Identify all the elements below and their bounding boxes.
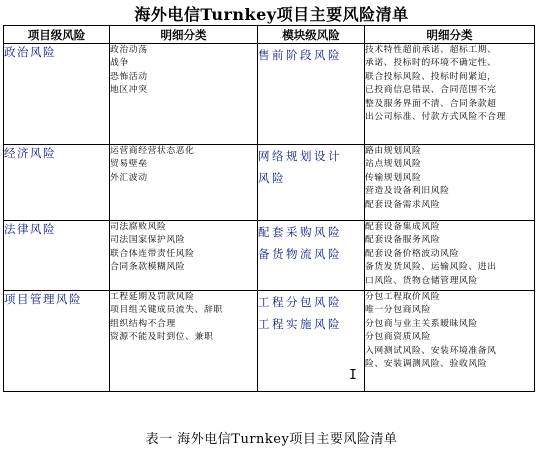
page-title: 海外电信Turnkey项目主要风险清单 [134,5,409,24]
table-row [4,221,535,291]
module-detail-item: 入网测试风险、安装环境准备风 [365,345,497,356]
module-risk-label: 风险 [258,171,286,185]
module-risk-label: 工程实施风险 [258,317,342,331]
project-details-cell [110,221,258,291]
text-cursor-icon: I [349,368,357,383]
project-risk-cell [4,221,110,291]
header-module-risk: 模块级风险 [258,26,365,44]
project-details-cell [110,145,258,221]
module-risk-label: 网络规划设计 [258,149,342,163]
module-detail-item: 分包工程取价风险 [365,292,441,302]
module-detail-item: 技术特性超前承诺、超标工期、 [365,45,497,55]
project-risk-cell [4,145,110,221]
project-detail-item: 地区冲突 [110,85,148,96]
table-row [4,44,535,145]
module-detail-item: 整及服务界面不清、合同条款超 [365,98,497,109]
project-detail-item: 司法腐败风险 [110,222,167,232]
module-risk-label: 工程分包风险 [258,295,342,309]
module-detail-item: 配套设备需求风险 [365,199,441,210]
module-details-cell [365,221,535,291]
project-risk-label: 政治风险 [4,45,56,59]
project-detail-item: 运营商经营状态恶化 [110,146,195,156]
project-detail-item: 组织结构不合理 [110,318,176,329]
module-details-cell [365,145,535,221]
module-detail-item: 分包商与业主关系暧昧风险 [365,318,478,329]
module-detail-item: 分包商资质风险 [365,332,431,343]
module-risk-label: 配套采购风险 [258,225,342,239]
module-detail-item: 唯一分包商风险 [365,305,431,316]
project-risk-cell [4,291,110,392]
module-risk-label: 备货物流风险 [258,247,342,261]
table-row [4,145,535,221]
project-detail-item: 联合体连带责任风险 [110,248,195,259]
module-detail-item: 配套设备集成风险 [365,222,441,232]
project-detail-item: 项目组关键成员流失、辞职 [110,305,223,316]
module-detail-item: 营造及设备利旧风险 [365,186,450,197]
project-detail-item: 战争 [110,58,129,69]
project-detail-item: 工程延期及罚款风险 [110,292,195,302]
project-risk-label: 经济风险 [4,146,56,160]
project-detail-item: 合同条款模糊风险 [110,262,186,273]
project-detail-item: 政治动荡 [110,45,148,55]
module-detail-item: 路由规划风险 [365,146,422,156]
project-details-cell [110,291,258,392]
module-detail-item: 承诺、投标时的环境不确定性、 [365,58,497,69]
module-detail-item: 险、安装调测风险、验收风险 [365,359,488,370]
header-module-details: 明细分类 [365,26,535,44]
table-header-row [4,26,535,44]
table-caption: 表一 海外电信Turnkey项目主要风险清单 [145,432,398,447]
module-risk-cell [258,221,365,291]
module-detail-item: 口风险、货物仓储管理风险 [365,275,478,286]
project-detail-item: 司法国家保护风险 [110,235,186,246]
module-detail-item: 出公司标准、付款方式风险不合理 [365,112,506,123]
project-risk-cell [4,44,110,145]
module-detail-item: 联合投标风险、投标时间紧迫， [365,71,497,82]
project-risk-label: 法律风险 [4,222,56,236]
module-detail-item: 已投商信息错误、合同范围不完 [365,85,497,96]
project-detail-item: 恐怖活动 [110,71,148,82]
risk-table [3,25,535,392]
module-risk-cell [258,145,365,221]
project-risk-label: 项目管理风险 [4,292,82,306]
header-project-details: 明细分类 [110,26,258,44]
project-details-cell [110,44,258,145]
module-details-cell [365,291,535,392]
module-risk-cell [258,44,365,145]
table-row [4,291,535,392]
module-details-cell [365,44,535,145]
project-detail-item: 资源不能及时到位、兼职 [110,332,214,343]
project-detail-item: 外汇波动 [110,172,148,183]
module-detail-item: 传输规划风险 [365,172,422,183]
project-detail-item: 贸易壁垒 [110,159,148,170]
module-risk-label: 售前阶段风险 [258,48,342,62]
module-detail-item: 配套设备服务风险 [365,235,441,246]
module-detail-item: 配套设备价格波动风险 [365,248,459,259]
header-project-risk: 项目级风险 [4,26,110,44]
module-detail-item: 站点规划风险 [365,159,422,170]
module-detail-item: 备货发货风险、运输风险、进出 [365,262,497,273]
